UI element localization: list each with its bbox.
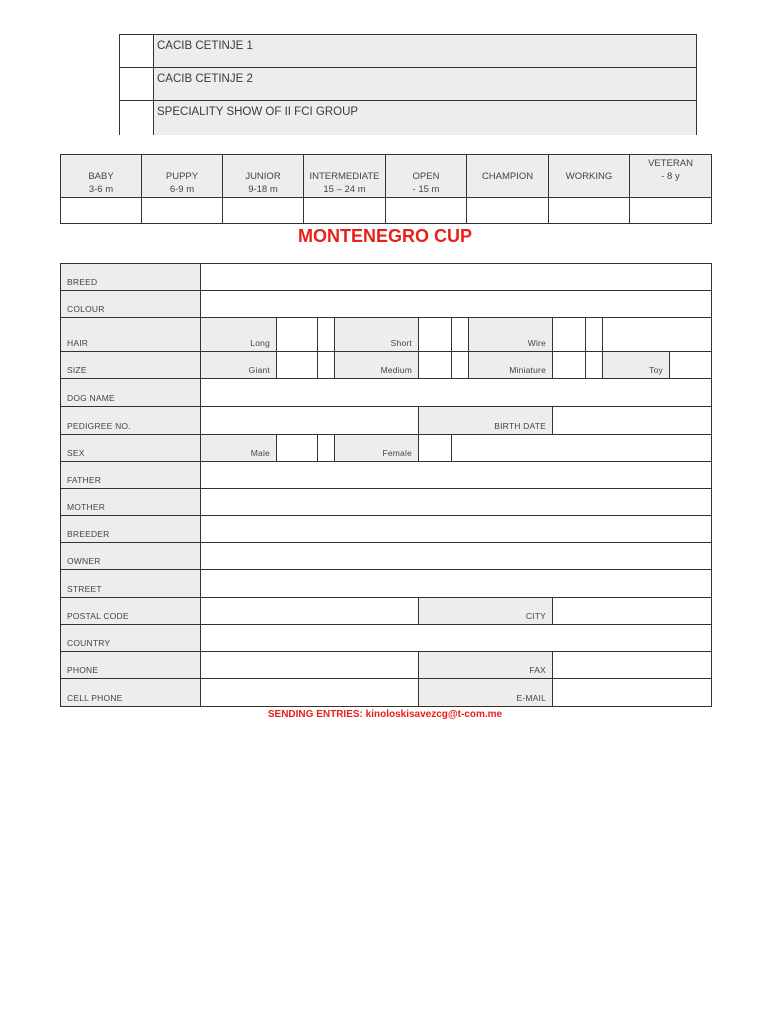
class-checkbox-intermediate[interactable] (304, 198, 385, 223)
show-label: CACIB CETINJE 2 (154, 68, 696, 100)
class-name: INTERMEDIATE (309, 171, 380, 182)
birth-date-label: BIRTH DATE (494, 421, 546, 431)
father-field[interactable] (201, 462, 711, 488)
size-spacer (452, 352, 469, 378)
row-breeder (61, 516, 711, 543)
postal-code-label: POSTAL CODE (67, 611, 129, 621)
city-field[interactable] (553, 598, 711, 624)
class-range: - 8 y (661, 171, 680, 182)
street-field[interactable] (201, 570, 711, 597)
class-range: 3-6 m (88, 184, 114, 195)
breed-field[interactable] (201, 264, 711, 290)
size-miniature-checkbox[interactable] (553, 352, 586, 378)
entry-form (60, 263, 712, 707)
class-baby (61, 155, 142, 223)
phone-field[interactable] (201, 652, 419, 678)
city-label: CITY (525, 611, 546, 621)
size-label: SIZE (67, 365, 87, 375)
cell-phone-field[interactable] (201, 679, 419, 706)
row-dog-name (61, 379, 711, 407)
hair-long-checkbox[interactable] (277, 318, 318, 351)
show-row-cacib-2 (120, 68, 696, 101)
row-country (61, 625, 711, 652)
birth-date-field[interactable] (553, 407, 711, 434)
class-range: 6-9 m (169, 184, 195, 195)
class-name: VETERAN (648, 158, 693, 169)
hair-spacer (318, 318, 335, 351)
sex-label: SEX (67, 448, 85, 458)
class-veteran (630, 155, 711, 223)
dog-name-label: DOG NAME (67, 393, 115, 403)
class-checkbox-veteran[interactable] (630, 198, 711, 223)
class-name: OPEN (412, 171, 440, 182)
sending-entries-note: SENDING ENTRIES: kinoloskisavezcg@t-com.me (267, 709, 503, 720)
page-title: MONTENEGRO CUP (297, 226, 472, 246)
show-label: SPECIALITY SHOW OF II FCI GROUP (154, 101, 696, 135)
class-puppy (142, 155, 223, 223)
country-field[interactable] (201, 625, 711, 651)
hair-short-checkbox[interactable] (419, 318, 452, 351)
breed-label: BREED (67, 277, 98, 287)
fax-label: FAX (529, 665, 546, 675)
sex-female-checkbox[interactable] (419, 435, 452, 461)
country-label: COUNTRY (67, 638, 111, 648)
hair-extra-field (603, 318, 711, 351)
street-label: STREET (67, 584, 102, 594)
class-checkbox-open[interactable] (386, 198, 466, 223)
row-street (61, 570, 711, 598)
size-spacer (586, 352, 603, 378)
hair-wire-label: Wire (527, 338, 546, 348)
show-checkbox-cacib-1[interactable] (120, 35, 154, 67)
row-phone (61, 652, 711, 679)
mother-label: MOTHER (67, 502, 106, 512)
class-checkbox-baby[interactable] (61, 198, 141, 223)
dog-name-field[interactable] (201, 379, 711, 406)
sex-male-checkbox[interactable] (277, 435, 318, 461)
owner-field[interactable] (201, 543, 711, 569)
show-label: CACIB CETINJE 1 (154, 35, 696, 67)
class-checkbox-champion[interactable] (467, 198, 548, 223)
size-spacer (318, 352, 335, 378)
show-row-cacib-1 (120, 35, 696, 68)
class-range: 9-18 m (248, 184, 278, 195)
sex-spacer (318, 435, 335, 461)
show-row-speciality (120, 101, 696, 135)
class-intermediate (304, 155, 386, 223)
class-name: PUPPY (165, 171, 199, 182)
row-breed (61, 264, 711, 291)
show-checkbox-speciality[interactable] (120, 101, 154, 135)
row-postal-code (61, 598, 711, 625)
size-toy-checkbox[interactable] (670, 352, 711, 378)
email-field[interactable] (553, 679, 711, 706)
father-label: FATHER (67, 475, 102, 485)
size-medium-checkbox[interactable] (419, 352, 452, 378)
row-owner (61, 543, 711, 570)
show-selection-table (119, 34, 697, 135)
class-open (386, 155, 467, 223)
class-champion (467, 155, 549, 223)
class-checkbox-working[interactable] (549, 198, 629, 223)
colour-label: COLOUR (67, 304, 105, 314)
class-range: 15 – 24 m (323, 184, 366, 195)
postal-code-field[interactable] (201, 598, 419, 624)
size-giant-label: Giant (248, 365, 270, 375)
class-range: - 15 m (412, 184, 440, 195)
breeder-label: BREEDER (67, 529, 110, 539)
row-size (61, 352, 711, 379)
row-pedigree (61, 407, 711, 435)
pedigree-label: PEDIGREE NO. (67, 421, 131, 431)
row-mother (61, 489, 711, 516)
mother-field[interactable] (201, 489, 711, 515)
row-cell-phone (61, 679, 711, 706)
show-checkbox-cacib-2[interactable] (120, 68, 154, 100)
size-giant-checkbox[interactable] (277, 352, 318, 378)
size-toy-label: Toy (649, 365, 663, 375)
sex-female-label: Female (382, 448, 412, 458)
colour-field[interactable] (201, 291, 711, 317)
class-junior (223, 155, 304, 223)
row-colour (61, 291, 711, 318)
hair-long-label: Long (250, 338, 270, 348)
class-name: BABY (88, 171, 114, 182)
hair-spacer (452, 318, 469, 351)
breeder-field[interactable] (201, 516, 711, 542)
class-name: CHAMPION (481, 171, 534, 182)
class-checkbox-puppy[interactable] (142, 198, 222, 223)
row-sex (61, 435, 711, 462)
size-medium-label: Medium (380, 365, 412, 375)
owner-label: OWNER (67, 556, 101, 566)
phone-label: PHONE (67, 665, 99, 675)
class-checkbox-junior[interactable] (223, 198, 303, 223)
class-name: JUNIOR (245, 171, 281, 182)
size-miniature-label: Miniature (509, 365, 546, 375)
sex-extra-field (452, 435, 711, 461)
row-father (61, 462, 711, 489)
fax-field[interactable] (553, 652, 711, 678)
class-working (549, 155, 630, 223)
hair-label: HAIR (67, 338, 89, 348)
hair-spacer (586, 318, 603, 351)
cell-phone-label: CELL PHONE (67, 693, 123, 703)
sex-male-label: Male (250, 448, 270, 458)
row-hair (61, 318, 711, 352)
class-name: WORKING (565, 171, 613, 182)
class-table (60, 154, 712, 224)
hair-short-label: Short (390, 338, 412, 348)
pedigree-field[interactable] (201, 407, 419, 434)
email-label: E-MAIL (516, 693, 546, 703)
hair-wire-checkbox[interactable] (553, 318, 586, 351)
